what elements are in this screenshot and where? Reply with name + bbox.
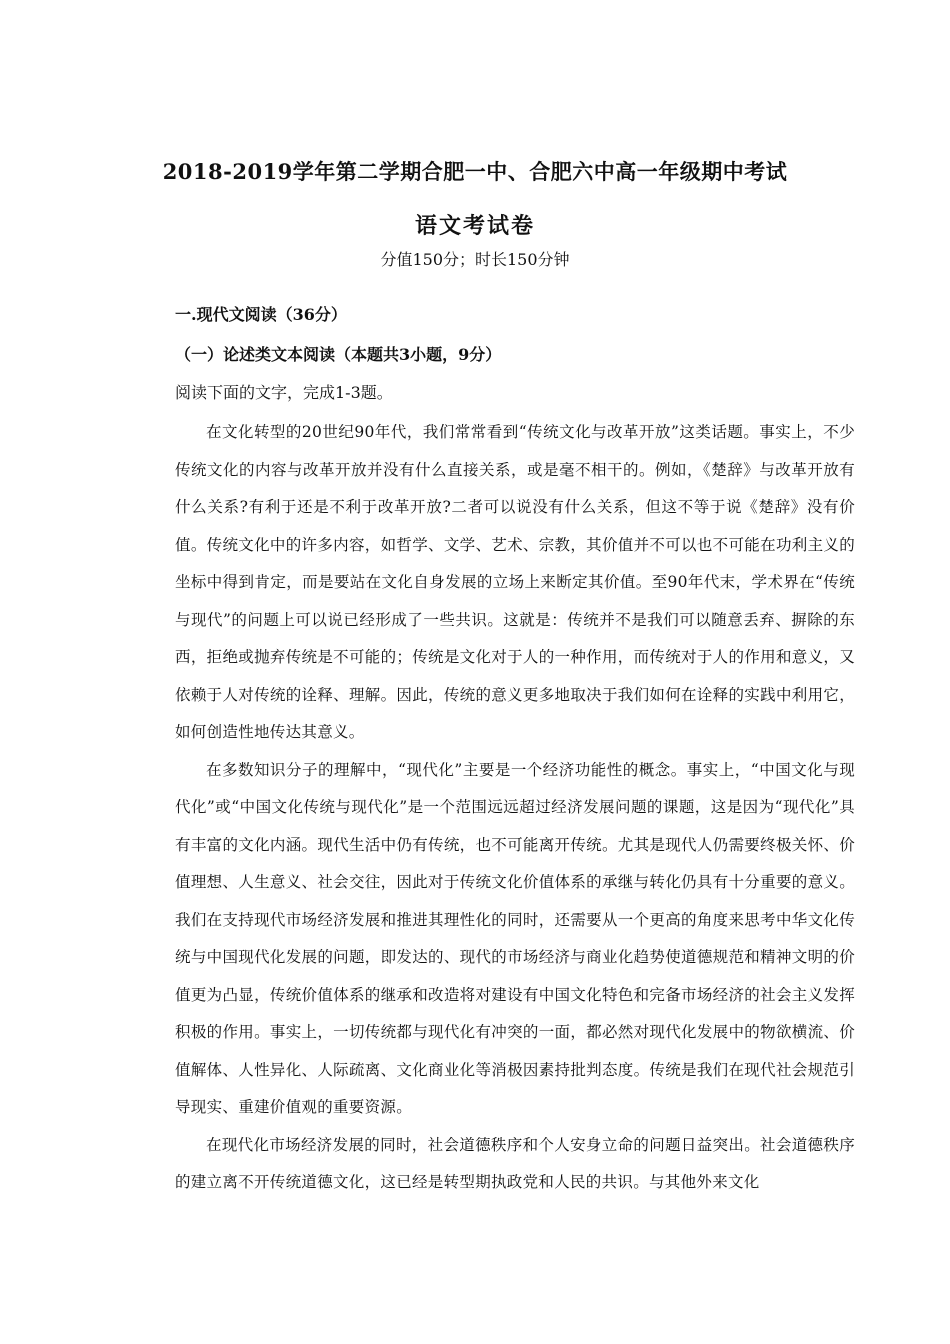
score-and-duration: 分值150分；时长150分钟 <box>380 250 570 269</box>
reading-instruction: 阅读下面的文字，完成1-3题。 <box>175 383 393 402</box>
reading-passage <box>175 414 855 1202</box>
page-bottom-margin <box>0 1216 950 1344</box>
passage-paragraph-1: 在文化转型的20世纪90年代，我们常常看到“传统文化与改革开放”这类话题。事实上，不少传统文化的内容与改革开放并没有什么直接关系，或是毫不相干的。例如，《楚辞》与改革开放有什么关系?有利于还是不利于改革开放?二者可以说没有什么关系，但这不等于说《楚辞》没有价值。传统文化中的许多内容，如哲学、文学、艺术、宗教，其价值并不可以也不可能在功利主义的坐标中得到肯定，而是要站在文化自身发展的立场上来断定其价值。至90年代末，学术界在“传统与现代”的问题上可以说已经形成了一些共识。这就是：传统并不是我们可以随意丢弃、摒除的东西，拒绝或抛弃传统是不可能的；传统是文化对于人的一种作用，而传统对于人的作用和意义，又依赖于人对传统的诠释、理解。因此，传统的意义更多地取决于我们如何在诠释的实践中利用它，如何创造性地传达其意义。 <box>175 423 855 741</box>
section-heading: 一.现代文阅读（36分） <box>175 305 347 324</box>
subsection-heading: （一）论述类文本阅读（本题共3小题，9分） <box>175 345 502 364</box>
exam-title: 2018-2019学年第二学期合肥一中、合肥六中高一年级期中考试 <box>162 159 788 184</box>
passage-paragraph-3: 在现代化市场经济发展的同时，社会道德秩序和个人安身立命的问题日益突出。社会道德秩序的建立离不开传统道德文化，这已经是转型期执政党和人民的共识。与其他外来文化 <box>175 1135 855 1191</box>
passage-paragraph-2: 在多数知识分子的理解中，“现代化”主要是一个经济功能性的概念。事实上，“中国文化与现代化”或“中国文化传统与现代化”是一个范围远远超过经济发展问题的课题，这是因为“现代化”具有丰富的文化内涵。现代生活中仍有传统，也不可能离开传统。尤其是现代人仍需要终极关怀、价值理想、人生意义、社会交往，因此对于传统文化价值体系的承继与转化仍具有十分重要的意义。我们在支持现代市场经济发展和推进其理性化的同时，还需要从一个更高的角度来思考中华文化传统与中国现代化发展的问题，即发达的、现代的市场经济与商业化趋势使道德规范和精神文明的价值更为凸显，传统价值体系的继承和改造将对建设有中国文化特色和完备市场经济的社会主义发挥积极的作用。事实上，一切传统都与现代化有冲突的一面，都必然对现代化发展中的物欲横流、价值解体、人性异化、人际疏离、文化商业化等消极因素持批判态度。传统是我们在现代社会规范引导现实、重建价值观的重要资源。 <box>175 760 855 1116</box>
exam-subtitle: 语文考试卷 <box>414 213 535 239</box>
